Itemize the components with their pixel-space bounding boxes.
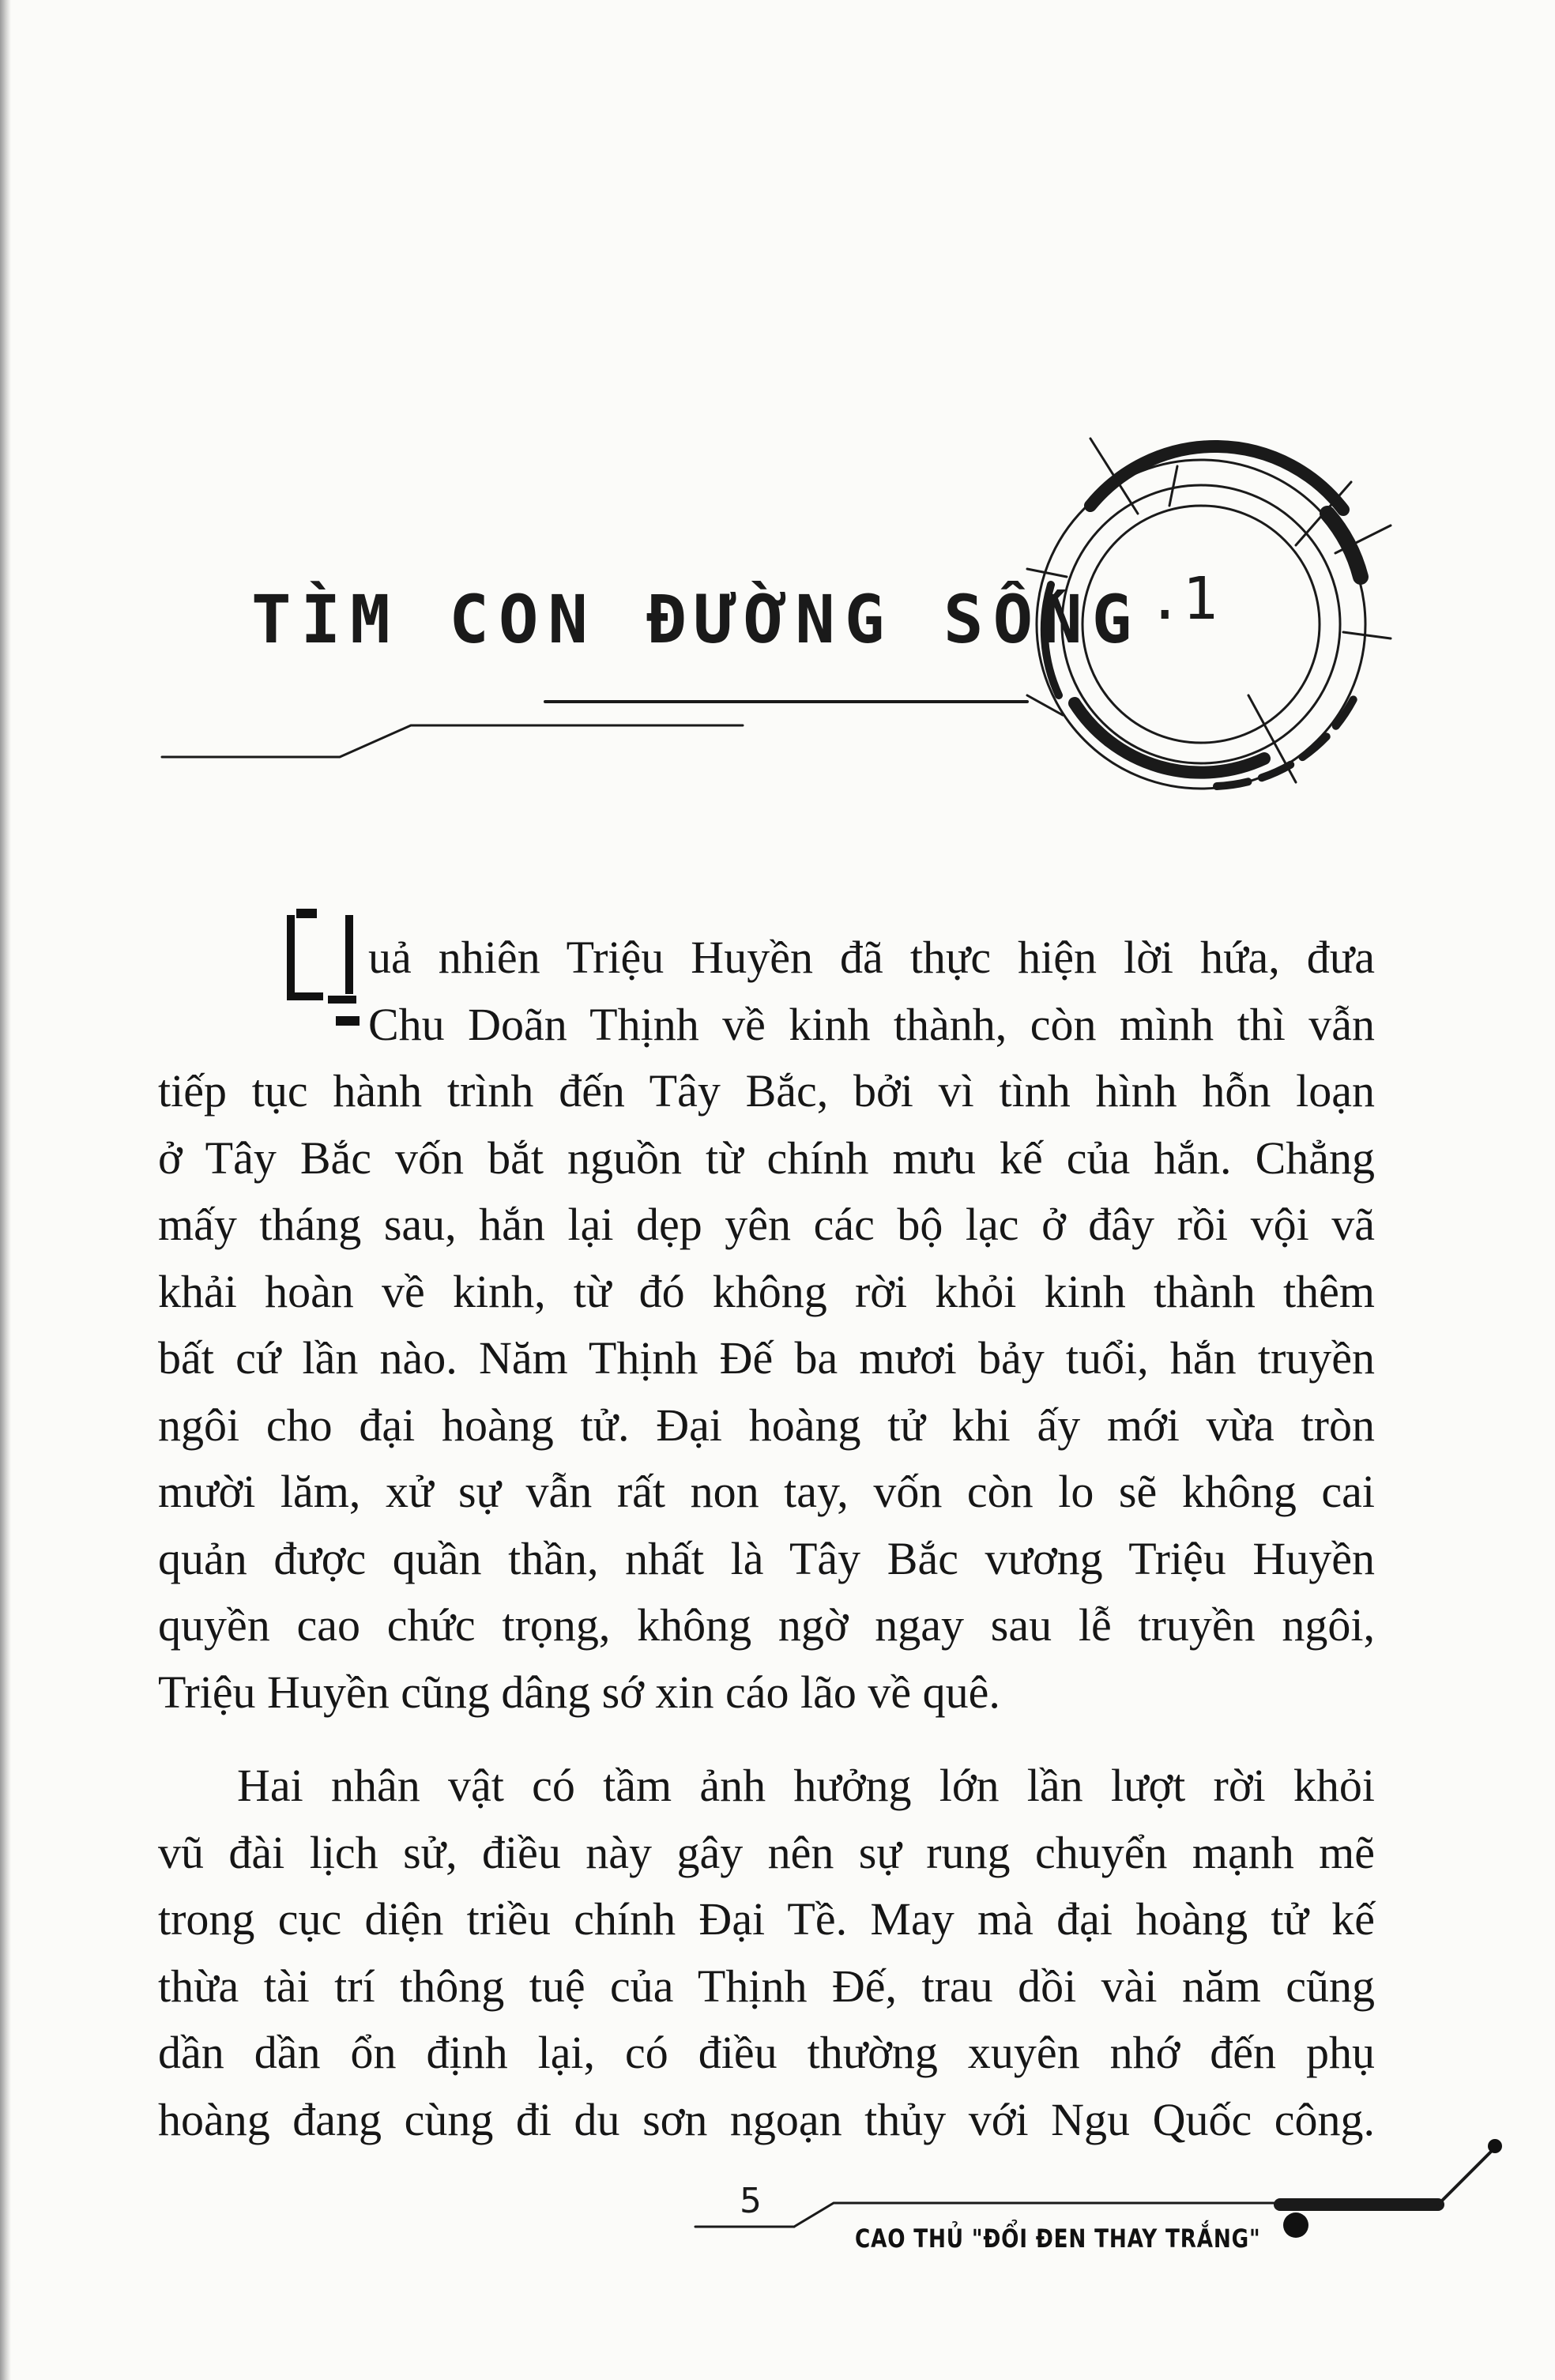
paragraph-1-line: ngôi cho đại hoàng tử. Đại hoàng tử khi ấy mới vừa tròn	[158, 1399, 1375, 1451]
book-title-footer: CAO THỦ "ĐỔI ĐEN THAY TRẮNG"	[855, 2224, 1261, 2254]
paragraph-2-line: dần dần ổn định lại, có điều thường xuyên nhớ đến phụ	[158, 2027, 1375, 2078]
paragraph-2-line: vũ đài lịch sử, điều này gây nên sự rung chuyển mạnh mẽ	[158, 1826, 1375, 1878]
paragraph-1-line: tiếp tục hành trình đến Tây Bắc, bởi vì tình hình hỗn loạn	[158, 1065, 1375, 1117]
paragraph-1-line: quản được quần thần, nhất là Tây Bắc vương Triệu Huyền	[158, 1532, 1375, 1584]
paragraph-1-line: ở Tây Bắc vốn bắt nguồn từ chính mưu kế của hắn. Chẳng	[158, 1132, 1375, 1184]
footer-dot-top	[1488, 2139, 1502, 2153]
footer-diagonal	[1438, 2149, 1493, 2205]
paragraph-2-line: thừa tài trí thông tuệ của Thịnh Đế, trau dồi vài năm cũng	[158, 1960, 1375, 2012]
paragraph-1-line: quyền cao chức trọng, không ngờ ngay sau lễ truyền ngôi,	[158, 1599, 1375, 1651]
paragraph-1-line: bất cứ lần nào. Năm Thịnh Đế ba mươi bảy tuổi, hắn truyền	[158, 1332, 1375, 1384]
paragraph-1-line: Chu Doãn Thịnh về kinh thành, còn mình thì vẫn	[368, 998, 1375, 1050]
paragraph-1-line: mười lăm, xử sự vẫn rất non tay, vốn còn lo sẽ không cai	[158, 1466, 1375, 1517]
paragraph-1-line: uả nhiên Triệu Huyền đã thực hiện lời hứa, đưa	[368, 932, 1375, 983]
chapter-title: TÌM CON ĐƯỜNG SỐNG	[251, 581, 1142, 658]
paragraph-1-line: khải hoàn về kinh, từ đó không rời khỏi kinh thành thêm	[158, 1265, 1375, 1317]
chapter-number: .1	[1147, 565, 1218, 633]
paragraph-2-line: Hai nhân vật có tầm ảnh hưởng lớn lần lượt rời khỏi	[237, 1760, 1375, 1811]
paragraph-1-line: Triệu Huyền cũng dâng sớ xin cáo lão về quê.	[158, 1666, 1000, 1718]
page-number: 5	[740, 2181, 762, 2221]
paragraph-2-line: hoàng đang cùng đi du sơn ngoạn thủy với Ngu Quốc công.	[158, 2093, 1375, 2145]
footer-dot-bottom	[1283, 2212, 1308, 2238]
paragraph-1-line: mấy tháng sau, hắn lại dẹp yên các bộ lạc ở đây rồi vội vã	[158, 1199, 1375, 1250]
paragraph-2-line: trong cục diện triều chính Đại Tề. May mà đại hoàng tử kế	[158, 1893, 1375, 1945]
